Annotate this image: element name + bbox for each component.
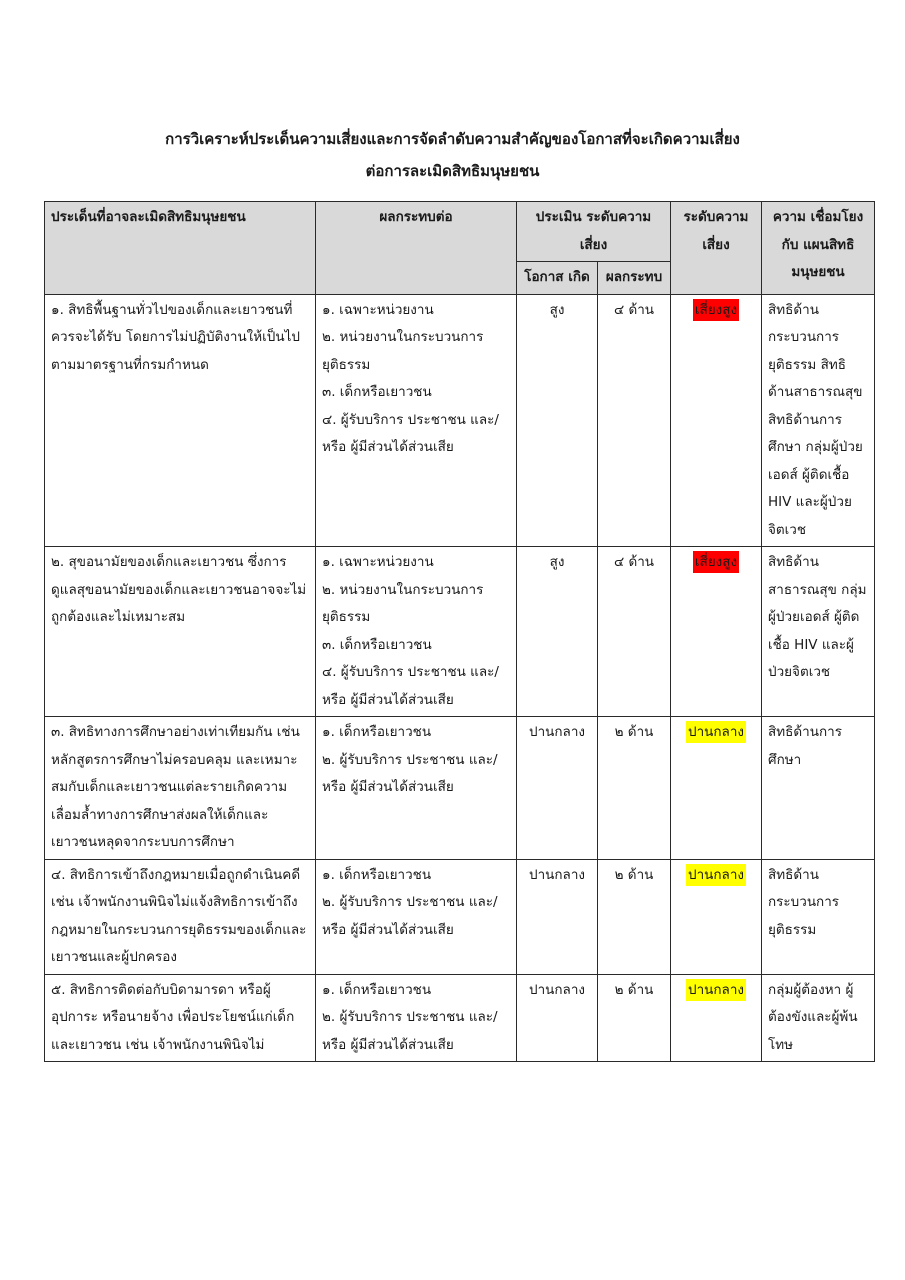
header-issue: ประเด็นที่อาจละเมิดสิทธิมนุษยชน [45,202,316,295]
table-row [45,547,875,717]
cell-plan-link: สิทธิด้านสาธารณสุข กลุ่มผู้ป่วยเอดส์ ผู้ติดเชื้อ HIV และผู้ป่วยจิตเวช [762,547,875,717]
cell-effect: ๔ ด้าน [598,547,671,717]
header-effect: ผลกระทบ [598,262,671,295]
impact-item: ๒. ผู้รับบริการ ประชาชน และ/หรือ ผู้มีส่วนได้ส่วนเสีย [322,894,498,938]
impact-item: ๒. หน่วยงานในกระบวนการยุติธรรม [322,329,484,373]
cell-effect: ๒ ด้าน [598,859,671,974]
impact-item: ๑. เด็กหรือเยาวชน [322,724,432,740]
impact-item: ๑. เด็กหรือเยาวชน [322,866,432,883]
cell-impacts [316,974,517,1062]
risk-level-badge: ปานกลาง [686,979,746,1001]
cell-issue: ๒. สุขอนามัยของเด็กและเยาวชน ซึ่งการดูแลสุขอนามัยของเด็กและเยาวชนอาจจะไม่ถูกต้องและไม่เหมาะสม [45,547,316,717]
document-title-line-2: ต่อการละเมิดสิทธิมนุษยชน [365,162,540,180]
cell-chance: ปานกลาง [517,974,598,1062]
impact-item: ๔. ผู้รับบริการ ประชาชน และ/หรือ ผู้มีส่วนได้ส่วนเสีย [322,411,499,455]
impact-item: ๓. เด็กหรือเยาวชน [322,384,432,400]
impact-item: ๒. ผู้รับบริการ ประชาชน และ/หรือ ผู้มีส่วนได้ส่วนเสีย [322,751,498,795]
cell-issue: ๑. สิทธิพื้นฐานทั่วไปของเด็กและเยาวชนที่ควรจะได้รับ โดยการไม่ปฏิบัติงานให้เป็นไปตามมาตรฐานที่กรมกำหนด [45,294,316,547]
header-impact: ผลกระทบต่อ [316,202,517,295]
document-title-line-1: การวิเคราะห์ประเด็นความเสี่ยงและการจัดลำดับความสำคัญของโอกาสที่จะเกิดความเสี่ยง [165,130,740,148]
header-assess: ประเมิน ระดับความเสี่ยง [517,202,671,262]
cell-impacts [316,547,517,717]
cell-issue: ๕. สิทธิการติดต่อกับบิดามารดา หรือผู้อุปการะ หรือนายจ้าง เพื่อประโยชน์แก่เด็กและเยาวชน เช่น เจ้าพนักงานพินิจไม่ [45,974,316,1062]
risk-level-badge: ปานกลาง [686,721,746,743]
impact-item: ๑. เด็กหรือเยาวชน [322,981,432,998]
cell-issue: ๔. สิทธิการเข้าถึงกฎหมายเมื่อถูกดำเนินคดี เช่น เจ้าพนักงานพินิจไม่แจ้งสิทธิการเข้าถึงกฎหมายในกระบวนการยุติธรรมของเด็กและเยาวชนและผู้ปกครอง [45,859,316,974]
header-risk-level: ระดับความ เสี่ยง [671,202,762,295]
cell-chance: ปานกลาง [517,717,598,860]
table-row [45,859,875,974]
cell-impacts [316,294,517,547]
impact-item: ๑. เฉพาะหน่วยงาน [322,301,434,318]
impact-item: ๓. เด็กหรือเยาวชน [322,636,432,653]
cell-chance: สูง [517,294,598,547]
cell-chance: สูง [517,547,598,717]
impact-item: ๑. เฉพาะหน่วยงาน [322,554,434,570]
risk-assessment-table [44,201,875,1062]
cell-plan-link: สิทธิด้านกระบวนการยุติธรรม [762,859,875,974]
cell-chance: ปานกลาง [517,859,598,974]
impact-item: ๒. หน่วยงานในกระบวนการยุติธรรม [322,581,484,625]
cell-plan-link: สิทธิด้านการศึกษา [762,717,875,860]
cell-impacts [316,859,517,974]
table-row [45,717,875,860]
cell-impacts [316,717,517,860]
cell-risk-level [671,717,762,860]
cell-risk-level [671,974,762,1062]
cell-effect: ๔ ด้าน [598,294,671,547]
impact-item: ๔. ผู้รับบริการ ประชาชน และ/หรือ ผู้มีส่วนได้ส่วนเสีย [322,664,499,708]
cell-plan-link: กลุ่มผู้ต้องหา ผู้ต้องขังและผู้พ้นโทษ [762,974,875,1062]
header-plan-link: ความ เชื่อมโยงกับ แผนสิทธิ มนุษยชน [762,202,875,295]
cell-risk-level [671,859,762,974]
risk-level-badge: เสี่ยงสูง [693,299,739,321]
cell-risk-level [671,294,762,547]
table-body [45,294,875,1062]
cell-effect: ๒ ด้าน [598,974,671,1062]
table-row [45,974,875,1062]
cell-effect: ๒ ด้าน [598,717,671,860]
risk-level-badge: เสี่ยงสูง [693,551,739,573]
header-chance: โอกาส เกิด [517,262,598,295]
risk-level-badge: ปานกลาง [686,864,746,886]
cell-risk-level [671,547,762,717]
table-row [45,294,875,547]
impact-item: ๒. ผู้รับบริการ ประชาชน และ/หรือ ผู้มีส่วนได้ส่วนเสีย [322,1009,498,1053]
cell-plan-link: สิทธิด้านกระบวนการยุติธรรม สิทธิด้านสาธารณสุข สิทธิด้านการศึกษา กลุ่มผู้ป่วยเอดส์ ผู้ติดเชื้อ HIV และผู้ป่วยจิตเวช [762,294,875,547]
cell-issue: ๓. สิทธิทางการศึกษาอย่างเท่าเทียมกัน เช่น หลักสูตรการศึกษาไม่ครอบคลุม และเหมาะสมกับเด็กและเยาวชนแต่ละรายเกิดความเลื่อมล้ำทางการศึกษาส่งผลให้เด็กและเยาวชนหลุดจากระบบการศึกษา [45,717,316,860]
